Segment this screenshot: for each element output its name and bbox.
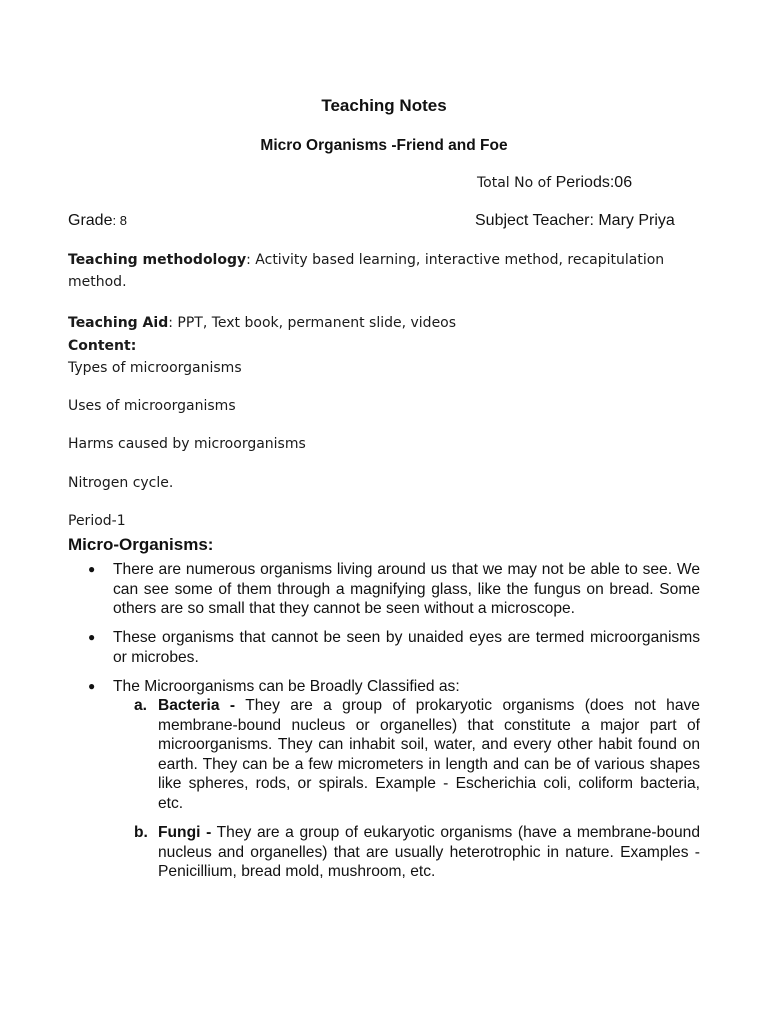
methodology-label: Teaching methodology (68, 252, 247, 268)
subject-teacher: Subject Teacher: Mary Priya (475, 212, 675, 229)
teaching-aid (68, 315, 456, 331)
bullet-icon: ● (88, 562, 96, 576)
bullet-text: These organisms that cannot be seen by unaided eyes are termed microorganisms or microbes. (113, 629, 700, 666)
bullet-icon: ● (88, 630, 96, 644)
list-item-bacteria (113, 696, 700, 814)
sub-list (113, 696, 700, 814)
aid-text: : PPT, Text book, permanent slide, videos (168, 315, 457, 331)
methodology-text: : Activity based learning, interactive method, recapitulation method. (68, 252, 665, 290)
item-text: They are a group of prokaryotic organisms (does not have membrane-bound nucleus or organelles) that constitute a major part of microorganisms. They can inhabit soil, water, and every other habit found on earth. They can be a few micrometers in length and can be of various shapes like spheres, rods, or spirals. Example - Escherichia coli, coliform bacteria, etc. (158, 697, 700, 812)
aid-label: Teaching Aid (68, 315, 169, 331)
classification-list (113, 823, 700, 882)
bullet-list (68, 560, 700, 619)
list-item (68, 628, 700, 667)
bullet-text: There are numerous organisms living around us that we may not be able to see. We can see some of them through a magnifying glass, like the fungus on bread. Some others are so small that they cannot be seen without a microscope. (113, 561, 700, 618)
content-item: Nitrogen cycle. (68, 475, 174, 491)
grade-line (68, 212, 127, 230)
item-text: They are a group of eukaryotic organisms (have a membrane-bound nucleus and organelles) that are usually heterotrophic in nature. Examples - Penicillium, bread mold, mushroom, etc. (158, 824, 700, 881)
section-heading: Micro-Organisms: (68, 535, 214, 554)
period-label: Period-1 (68, 513, 126, 529)
bullet-icon: ● (88, 679, 96, 693)
list-item-fungi (113, 823, 700, 882)
grade-label: Grade (68, 212, 113, 229)
item-name: Bacteria - (158, 697, 236, 714)
content-label: Content: (68, 338, 137, 354)
grade-value: : 8 (112, 213, 127, 228)
item-letter: a. (134, 697, 148, 714)
content-item: Uses of microorganisms (68, 398, 236, 414)
list-item (68, 677, 700, 697)
content-item: Harms caused by microorganisms (68, 436, 306, 452)
teaching-methodology (68, 249, 668, 293)
document-subtitle: Micro Organisms -Friend and Foe (260, 137, 508, 154)
bullet-list (68, 628, 700, 667)
classification-list (113, 696, 700, 814)
periods-line (477, 174, 632, 192)
periods-value: Periods:06 (555, 174, 633, 191)
document-title: Teaching Notes (321, 96, 447, 115)
bullet-text: The Microorganisms can be Broadly Classified as: (113, 678, 460, 695)
bullet-list (68, 677, 700, 697)
content-item: Types of microorganisms (68, 360, 242, 376)
periods-label: Total No of (477, 175, 552, 191)
item-letter: b. (134, 824, 148, 841)
list-item (68, 560, 700, 619)
item-name: Fungi - (158, 824, 212, 841)
sub-list (113, 823, 700, 882)
